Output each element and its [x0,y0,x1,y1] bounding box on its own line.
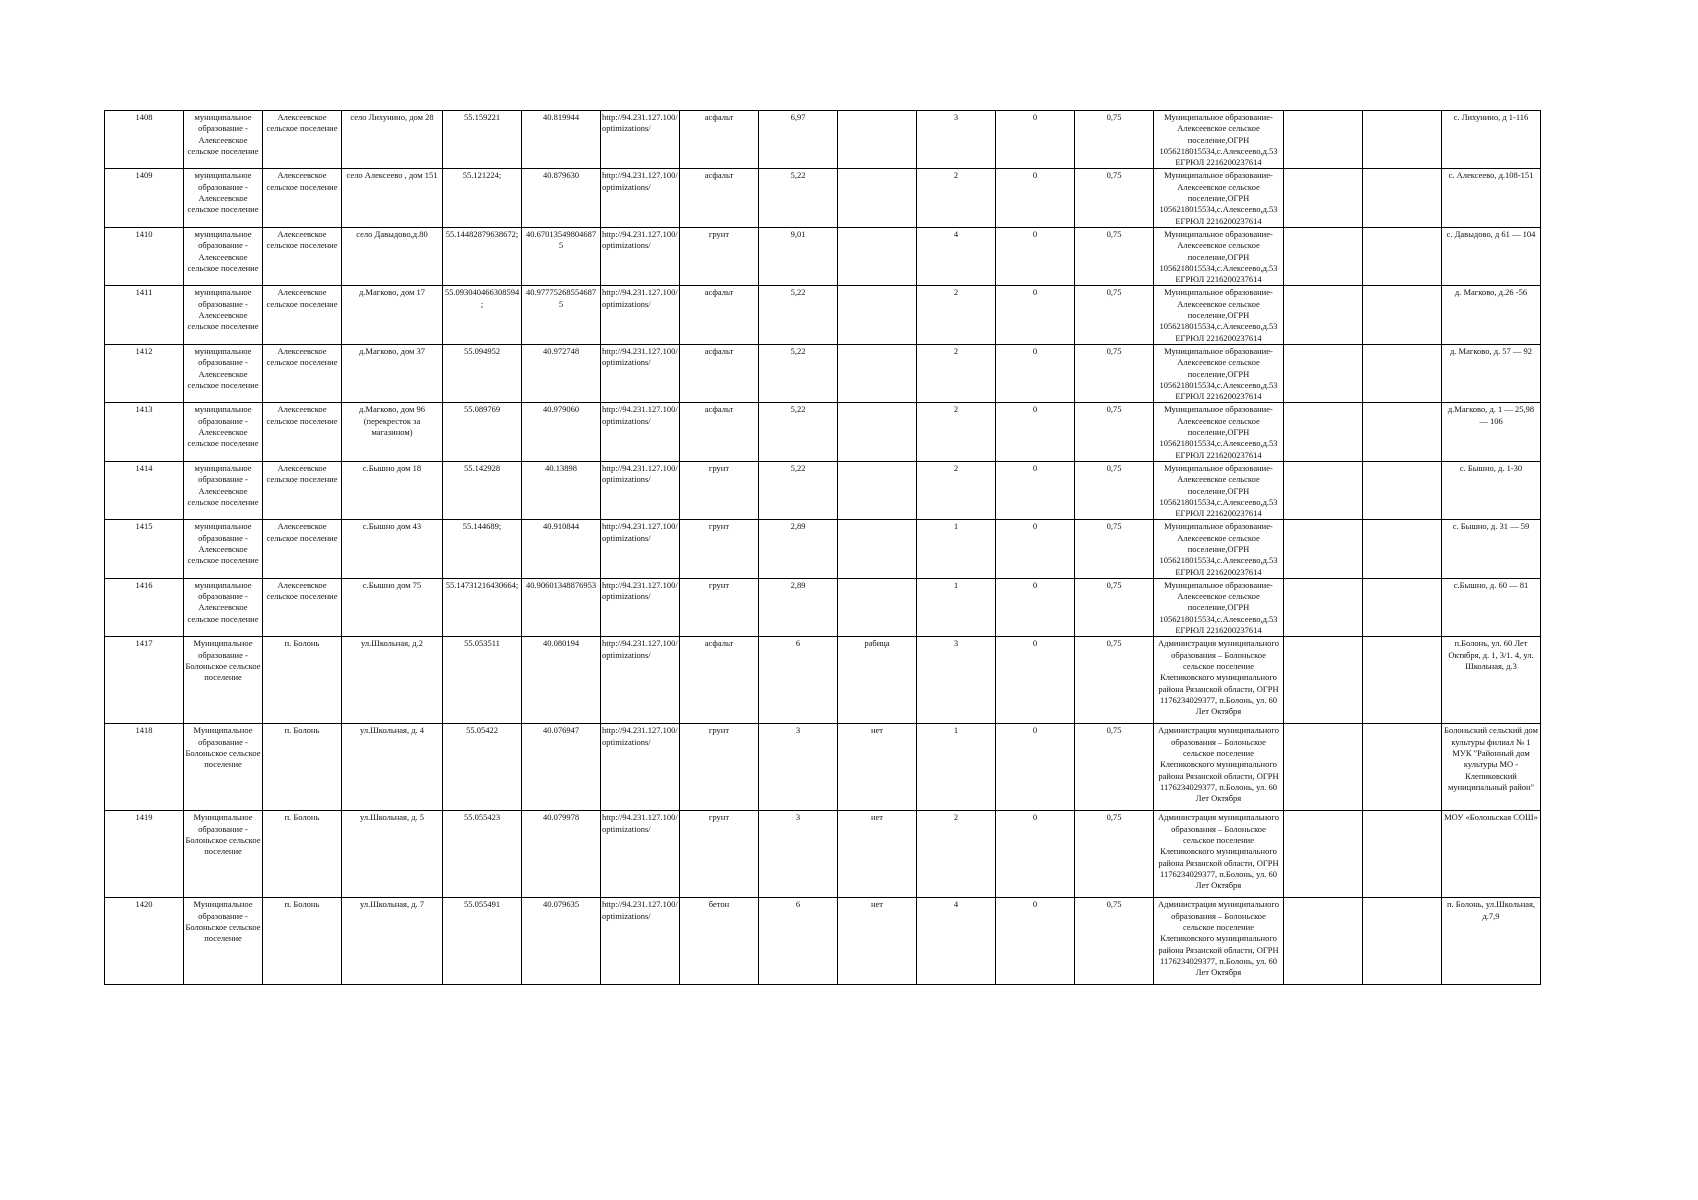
cell-owner: Муниципальное образование-Алексеевское сельское поселение,ОГРН 1056218015534,с.Алексеево,д.53 ЕГРЮЛ 2216200237614 [1154,403,1284,461]
cell-waste-sources: д.Магково, д. 1 — 25,98 — 106 [1442,403,1541,461]
cell-empty [1363,286,1442,344]
table-row [105,344,1541,402]
cell-volume: 0,75 [1075,169,1154,227]
cell-waste-sources: д. Магково, д.26 -56 [1442,286,1541,344]
cell-number: 1415 [105,520,184,578]
cell-empty [1284,227,1363,285]
cell-empty [1284,578,1363,636]
cell-fence [838,403,917,461]
cell-waste-sources: д. Магково, д. 57 — 92 [1442,344,1541,402]
cell-map-link: http://94.231.127.100/optimizations/ [601,344,680,402]
cell-map-link: http://94.231.127.100/optimizations/ [601,811,680,898]
cell-empty [1284,811,1363,898]
cell-empty [1284,898,1363,985]
cell-number: 1420 [105,898,184,985]
cell-volume: 0,75 [1075,898,1154,985]
cell-surface: асфальт [680,286,759,344]
cell-fence [838,227,917,285]
cell-empty [1363,403,1442,461]
cell-map-link: http://94.231.127.100/optimizations/ [601,111,680,169]
cell-empty [1363,461,1442,519]
cell-volume: 0,75 [1075,227,1154,285]
cell-empty [1284,637,1363,724]
cell-municipality: муниципальное образование - Алексеевское сельское поселение [184,578,263,636]
cell-surface: асфальт [680,637,759,724]
cell-empty [1284,111,1363,169]
cell-owner: Администрация муниципального образования – Болоньское сельское поселение Клепиковского муниципального района Рязанской области, ОГРН 1176234029377, п.Болонь, ул. 60 Лет Октября [1154,637,1284,724]
cell-planned-containers: 0 [996,403,1075,461]
cell-area: 5,22 [759,461,838,519]
cell-address: д.Магково, дом 96 (перекресток за магазином) [342,403,443,461]
cell-containers: 2 [917,461,996,519]
cell-surface: грунт [680,227,759,285]
cell-surface: асфальт [680,403,759,461]
cell-map-link: http://94.231.127.100/optimizations/ [601,724,680,811]
cell-fence [838,286,917,344]
cell-waste-sources: с. Давыдово, д 61 — 104 [1442,227,1541,285]
table-body [105,111,1541,985]
cell-longitude: 40.079635 [522,898,601,985]
cell-number: 1408 [105,111,184,169]
cell-owner: Администрация муниципального образования – Болоньское сельское поселение Клепиковского муниципального района Рязанской области, ОГРН 1176234029377, п.Болонь, ул. 60 Лет Октября [1154,811,1284,898]
table-row [105,227,1541,285]
cell-longitude: 40.076947 [522,724,601,811]
cell-number: 1417 [105,637,184,724]
cell-fence [838,578,917,636]
cell-latitude: 55.089769 [443,403,522,461]
cell-municipality: муниципальное образование - Алексеевское сельское поселение [184,344,263,402]
cell-address: ул.Школьная, д. 5 [342,811,443,898]
cell-surface: грунт [680,811,759,898]
cell-settlement: Алексеевское сельское поселение [263,286,342,344]
cell-number: 1410 [105,227,184,285]
cell-settlement: п. Болонь [263,811,342,898]
cell-settlement: Алексеевское сельское поселение [263,169,342,227]
cell-empty [1284,286,1363,344]
cell-owner: Муниципальное образование-Алексеевское сельское поселение,ОГРН 1056218015534,с.Алексеево,д.53 ЕГРЮЛ 2216200237614 [1154,344,1284,402]
cell-map-link: http://94.231.127.100/optimizations/ [601,169,680,227]
cell-containers: 1 [917,520,996,578]
cell-number: 1414 [105,461,184,519]
cell-containers: 4 [917,898,996,985]
cell-area: 6,97 [759,111,838,169]
cell-area: 2,89 [759,578,838,636]
cell-longitude: 40.90601348876953 [522,578,601,636]
cell-longitude: 40.972748 [522,344,601,402]
cell-address: с.Бышно дом 75 [342,578,443,636]
cell-empty [1363,898,1442,985]
cell-map-link: http://94.231.127.100/optimizations/ [601,461,680,519]
cell-number: 1419 [105,811,184,898]
cell-longitude: 40.979060 [522,403,601,461]
cell-volume: 0,75 [1075,811,1154,898]
cell-longitude: 40.910844 [522,520,601,578]
cell-number: 1411 [105,286,184,344]
cell-planned-containers: 0 [996,520,1075,578]
cell-containers: 3 [917,637,996,724]
cell-settlement: Алексеевское сельское поселение [263,578,342,636]
cell-volume: 0,75 [1075,403,1154,461]
cell-municipality: Муниципальное образование - Болоньское сельское поселение [184,637,263,724]
cell-volume: 0,75 [1075,461,1154,519]
table-row [105,169,1541,227]
cell-planned-containers: 0 [996,344,1075,402]
cell-map-link: http://94.231.127.100/optimizations/ [601,227,680,285]
cell-containers: 2 [917,169,996,227]
cell-address: село Лихунино, дом 28 [342,111,443,169]
table-row [105,461,1541,519]
cell-latitude: 55.14482879638672; [443,227,522,285]
cell-containers: 1 [917,578,996,636]
cell-fence [838,169,917,227]
cell-municipality: муниципальное образование - Алексеевское сельское поселение [184,461,263,519]
cell-settlement: Алексеевское сельское поселение [263,111,342,169]
cell-latitude: 55.055491 [443,898,522,985]
cell-map-link: http://94.231.127.100/optimizations/ [601,898,680,985]
cell-settlement: Алексеевское сельское поселение [263,403,342,461]
cell-area: 5,22 [759,344,838,402]
cell-latitude: 55.121224; [443,169,522,227]
cell-volume: 0,75 [1075,344,1154,402]
cell-empty [1284,724,1363,811]
cell-waste-sources: Болоньский сельский дом культуры филиал № 1 МУК "Районный дом культуры МО - Клепиковский муниципальный район" [1442,724,1541,811]
cell-waste-sources: с. Бышно, д. 1-30 [1442,461,1541,519]
table-row [105,898,1541,985]
cell-latitude: 55.093040466308594; [443,286,522,344]
cell-volume: 0,75 [1075,520,1154,578]
table-row [105,520,1541,578]
cell-latitude: 55.094952 [443,344,522,402]
cell-planned-containers: 0 [996,169,1075,227]
cell-empty [1363,724,1442,811]
cell-fence [838,344,917,402]
cell-containers: 1 [917,724,996,811]
cell-settlement: п. Болонь [263,637,342,724]
cell-address: ул.Школьная, д. 7 [342,898,443,985]
cell-planned-containers: 0 [996,578,1075,636]
cell-number: 1409 [105,169,184,227]
cell-settlement: п. Болонь [263,724,342,811]
cell-surface: грунт [680,724,759,811]
cell-surface: асфальт [680,169,759,227]
cell-containers: 2 [917,286,996,344]
cell-empty [1363,637,1442,724]
cell-address: село Давыдово,д.80 [342,227,443,285]
cell-address: с.Бышно дом 43 [342,520,443,578]
cell-waste-sources: с. Бышно, д. 31 — 59 [1442,520,1541,578]
cell-fence: нет [838,811,917,898]
cell-containers: 2 [917,811,996,898]
cell-empty [1284,520,1363,578]
cell-surface: грунт [680,461,759,519]
cell-volume: 0,75 [1075,111,1154,169]
cell-planned-containers: 0 [996,461,1075,519]
cell-fence [838,520,917,578]
cell-settlement: Алексеевское сельское поселение [263,344,342,402]
cell-settlement: Алексеевское сельское поселение [263,520,342,578]
cell-address: ул.Школьная, д. 4 [342,724,443,811]
cell-longitude: 40.97775268554687 5 [522,286,601,344]
cell-empty [1284,344,1363,402]
cell-owner: Администрация муниципального образования – Болоньское сельское поселение Клепиковского муниципального района Рязанской области, ОГРН 1176234029377, п.Болонь, ул. 60 Лет Октября [1154,724,1284,811]
cell-containers: 2 [917,403,996,461]
cell-waste-sources: МОУ «Болоньская СОШ» [1442,811,1541,898]
cell-settlement: п. Болонь [263,898,342,985]
cell-surface: грунт [680,578,759,636]
cell-empty [1284,169,1363,227]
cell-longitude: 40.879630 [522,169,601,227]
cell-municipality: муниципальное образование - Алексеевское сельское поселение [184,286,263,344]
cell-address: ул.Школьная, д.2 [342,637,443,724]
cell-planned-containers: 0 [996,227,1075,285]
cell-waste-sources: п.Болонь, ул. 60 Лет Октября, д. 1, 3/1. 4, ул. Школьная, д.3 [1442,637,1541,724]
cell-empty [1363,169,1442,227]
cell-containers: 3 [917,111,996,169]
cell-waste-sources: с. Алексеево, д.108-151 [1442,169,1541,227]
cell-surface: асфальт [680,344,759,402]
cell-map-link: http://94.231.127.100/optimizations/ [601,637,680,724]
cell-planned-containers: 0 [996,111,1075,169]
table-row [105,637,1541,724]
cell-surface: грунт [680,520,759,578]
cell-owner: Администрация муниципального образования – Болоньское сельское поселение Клепиковского муниципального района Рязанской области, ОГРН 1176234029377, п.Болонь, ул. 60 Лет Октября [1154,898,1284,985]
cell-address: село Алексеево , дом 151 [342,169,443,227]
cell-municipality: муниципальное образование - Алексеевское сельское поселение [184,227,263,285]
table-row [105,111,1541,169]
cell-longitude: 40.67013549804687 5 [522,227,601,285]
cell-map-link: http://94.231.127.100/optimizations/ [601,520,680,578]
cell-containers: 4 [917,227,996,285]
cell-latitude: 55.144689; [443,520,522,578]
cell-municipality: муниципальное образование - Алексеевское сельское поселение [184,520,263,578]
cell-municipality: муниципальное образование - Алексеевское сельское поселение [184,169,263,227]
cell-area: 3 [759,811,838,898]
cell-number: 1418 [105,724,184,811]
cell-municipality: муниципальное образование - Алексеевское сельское поселение [184,111,263,169]
cell-owner: Муниципальное образование-Алексеевское сельское поселение,ОГРН 1056218015534,с.Алексеево,д.53 ЕГРЮЛ 2216200237614 [1154,578,1284,636]
cell-empty [1363,111,1442,169]
cell-empty [1363,344,1442,402]
cell-settlement: Алексеевское сельское поселение [263,461,342,519]
cell-longitude: 40.13898 [522,461,601,519]
cell-volume: 0,75 [1075,286,1154,344]
cell-address: д.Магково, дом 17 [342,286,443,344]
cell-waste-sources: п. Болонь, ул.Школьная, д.7,9 [1442,898,1541,985]
cell-fence: рабица [838,637,917,724]
cell-number: 1413 [105,403,184,461]
cell-longitude: 40.080194 [522,637,601,724]
cell-number: 1416 [105,578,184,636]
cell-latitude: 55.053511 [443,637,522,724]
cell-area: 6 [759,637,838,724]
table-row [105,811,1541,898]
cell-settlement: Алексеевское сельское поселение [263,227,342,285]
cell-latitude: 55.055423 [443,811,522,898]
cell-fence: нет [838,898,917,985]
cell-planned-containers: 0 [996,898,1075,985]
cell-map-link: http://94.231.127.100/optimizations/ [601,403,680,461]
cell-latitude: 55.159221 [443,111,522,169]
cell-area: 9,01 [759,227,838,285]
cell-map-link: http://94.231.127.100/optimizations/ [601,578,680,636]
cell-volume: 0,75 [1075,578,1154,636]
cell-planned-containers: 0 [996,811,1075,898]
cell-number: 1412 [105,344,184,402]
cell-owner: Муниципальное образование-Алексеевское сельское поселение,ОГРН 1056218015534,с.Алексеево,д.53 ЕГРЮЛ 2216200237614 [1154,461,1284,519]
cell-surface: бетон [680,898,759,985]
cell-empty [1363,811,1442,898]
waste-sites-table [104,110,1541,985]
cell-empty [1284,461,1363,519]
cell-address: д.Магково, дом 37 [342,344,443,402]
cell-area: 5,22 [759,403,838,461]
table-row [105,578,1541,636]
cell-volume: 0,75 [1075,724,1154,811]
cell-municipality: Муниципальное образование - Болоньское сельское поселение [184,811,263,898]
cell-surface: асфальт [680,111,759,169]
cell-waste-sources: с. Лихунино, д 1-116 [1442,111,1541,169]
cell-empty [1284,403,1363,461]
cell-municipality: Муниципальное образование - Болоньское сельское поселение [184,724,263,811]
cell-containers: 2 [917,344,996,402]
cell-municipality: муниципальное образование - Алексеевское сельское поселение [184,403,263,461]
cell-owner: Муниципальное образование-Алексеевское сельское поселение,ОГРН 1056218015534,с.Алексеево,д.53 ЕГРЮЛ 2216200237614 [1154,286,1284,344]
cell-longitude: 40.819944 [522,111,601,169]
cell-municipality: Муниципальное образование - Болоньское сельское поселение [184,898,263,985]
cell-volume: 0,75 [1075,637,1154,724]
cell-planned-containers: 0 [996,637,1075,724]
table-row [105,286,1541,344]
cell-latitude: 55.05422 [443,724,522,811]
cell-empty [1363,227,1442,285]
cell-area: 5,22 [759,286,838,344]
cell-owner: Муниципальное образование-Алексеевское сельское поселение,ОГРН 1056218015534,с.Алексеево,д.53 ЕГРЮЛ 2216200237614 [1154,227,1284,285]
cell-owner: Муниципальное образование-Алексеевское сельское поселение,ОГРН 1056218015534,с.Алексеево,д.53 ЕГРЮЛ 2216200237614 [1154,520,1284,578]
cell-area: 3 [759,724,838,811]
cell-fence [838,461,917,519]
cell-address: с.Бышно дом 18 [342,461,443,519]
cell-empty [1363,578,1442,636]
cell-owner: Муниципальное образование-Алексеевское сельское поселение,ОГРН 1056218015534,с.Алексеево,д.53 ЕГРЮЛ 2216200237614 [1154,111,1284,169]
cell-fence: нет [838,724,917,811]
cell-latitude: 55.142928 [443,461,522,519]
cell-latitude: 55.14731216430664; [443,578,522,636]
cell-planned-containers: 0 [996,724,1075,811]
table-row [105,403,1541,461]
cell-area: 5,22 [759,169,838,227]
cell-waste-sources: с.Бышно, д. 60 — 81 [1442,578,1541,636]
cell-longitude: 40.079978 [522,811,601,898]
cell-area: 6 [759,898,838,985]
cell-empty [1363,520,1442,578]
cell-fence [838,111,917,169]
table-row [105,724,1541,811]
cell-planned-containers: 0 [996,286,1075,344]
cell-owner: Муниципальное образование-Алексеевское сельское поселение,ОГРН 1056218015534,с.Алексеево,д.53 ЕГРЮЛ 2216200237614 [1154,169,1284,227]
cell-map-link: http://94.231.127.100/optimizations/ [601,286,680,344]
cell-area: 2,89 [759,520,838,578]
